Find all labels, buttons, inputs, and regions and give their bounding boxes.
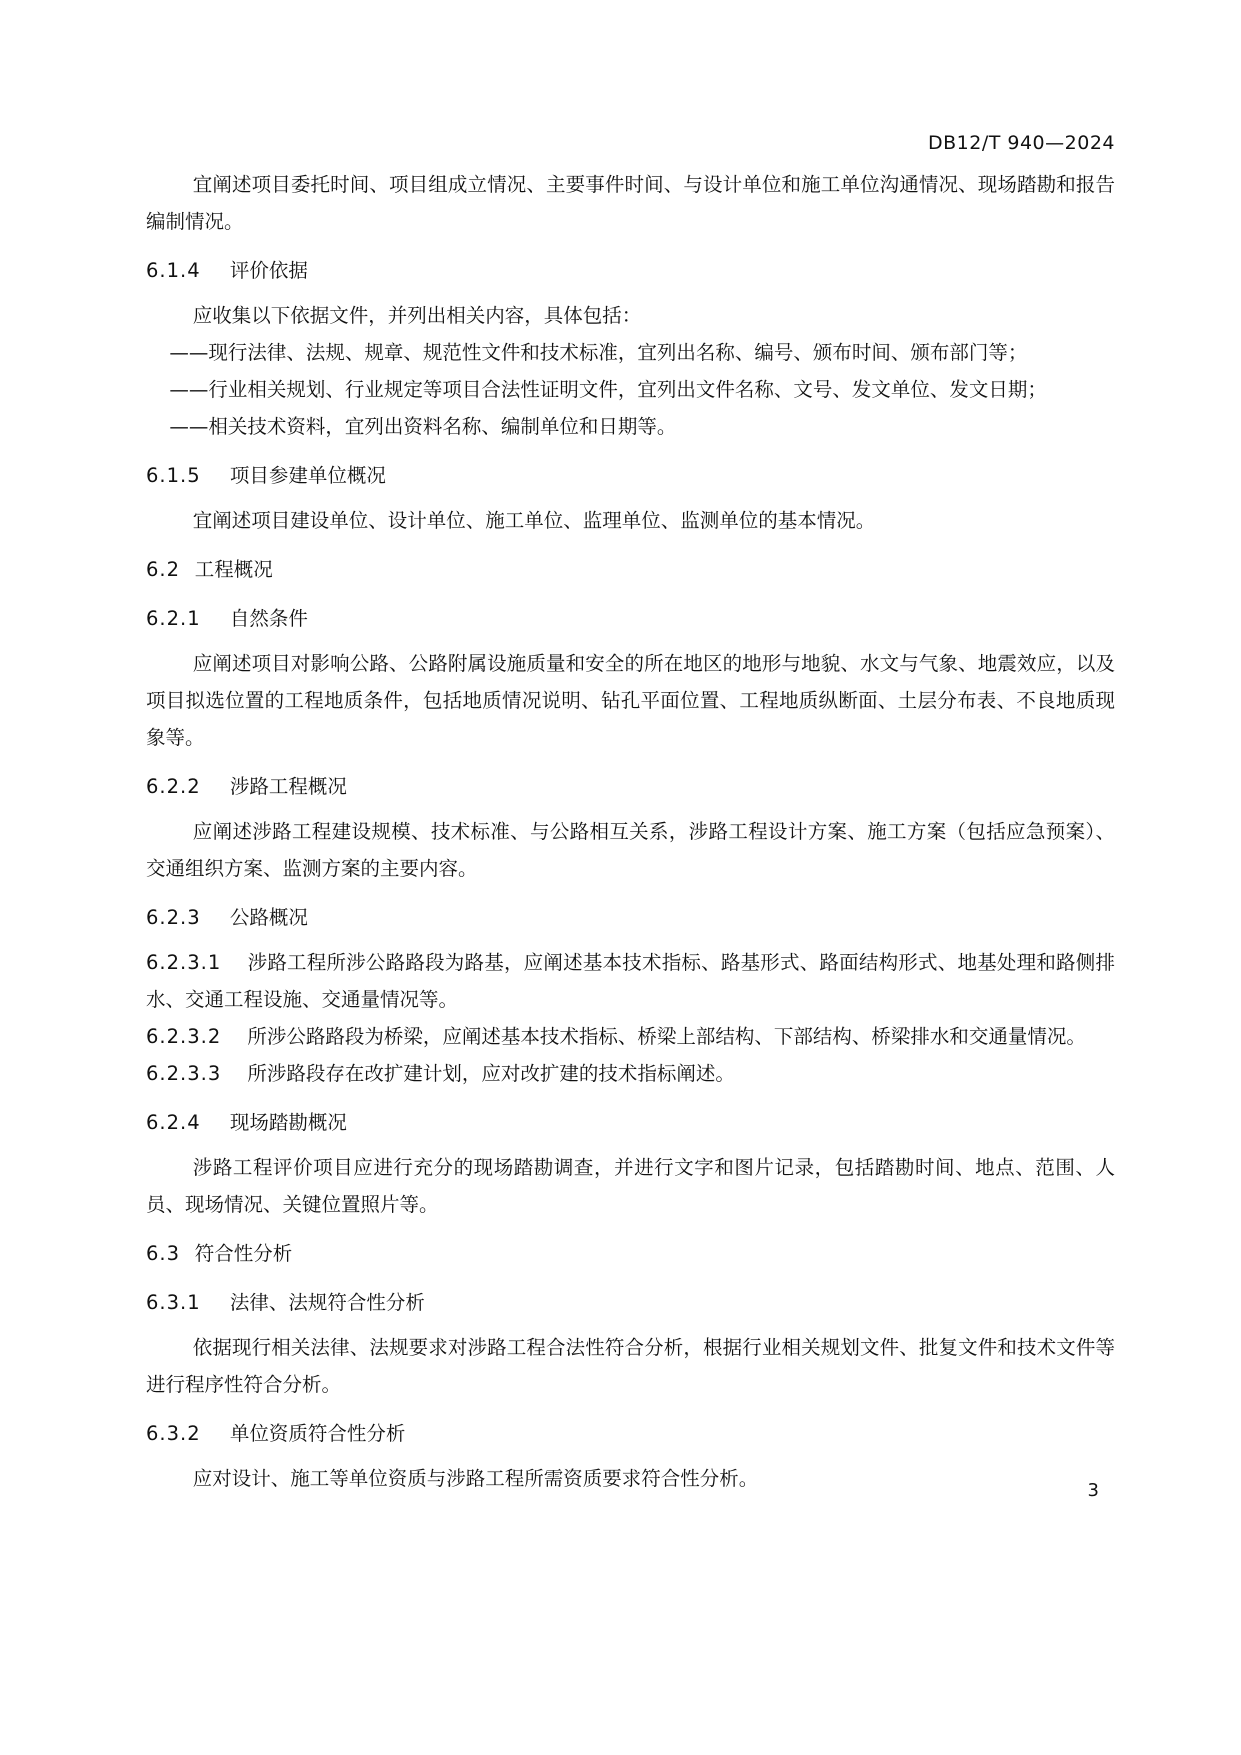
section-body-text: 依据现行相关法律、法规要求对涉路工程合法性符合分析，根据行业相关规划文件、批复文件和技术文件等进行程序性符合分析。 <box>146 1336 1115 1396</box>
section-heading-6-2 <box>146 551 1115 588</box>
section-title: 符合性分析 <box>194 1242 293 1265</box>
clause-text: 所涉公路路段为桥梁，应阐述基本技术指标、桥梁上部结构、下部结构、桥梁排水和交通量情况。 <box>247 1025 1086 1048</box>
clause-text: 所涉路段存在改扩建计划，应对改扩建的技术指标阐述。 <box>247 1062 735 1085</box>
section-title: 自然条件 <box>229 607 308 630</box>
clause-6-2-3-2 <box>146 1018 1115 1055</box>
section-heading-6-3 <box>146 1235 1115 1272</box>
list-item: ——相关技术资料，宜列出资料名称、编制单位和日期等。 <box>169 415 677 438</box>
section-title: 工程概况 <box>194 558 273 581</box>
section-heading-6-2-3 <box>146 899 1115 936</box>
section-body-text: 应对设计、施工等单位资质与涉路工程所需资质要求符合性分析。 <box>192 1467 759 1490</box>
section-body-text: 应阐述涉路工程建设规模、技术标准、与公路相互关系，涉路工程设计方案、施工方案（包括应急预案）、交通组织方案、监测方案的主要内容。 <box>146 820 1115 880</box>
clause-6-2-3-3 <box>146 1055 1115 1092</box>
section-heading-6-1-4 <box>146 252 1115 289</box>
section-title: 法律、法规符合性分析 <box>229 1291 425 1314</box>
section-number: 6.2.1 <box>146 607 201 630</box>
section-body-text: 涉路工程评价项目应进行充分的现场踏勘调查，并进行文字和图片记录，包括踏勘时间、地点、范围、人员、现场情况、关键位置照片等。 <box>146 1156 1115 1216</box>
page-content <box>146 166 1115 1497</box>
section-heading-6-1-5 <box>146 457 1115 494</box>
list-item: ——现行法律、法规、规章、规范性文件和技术标准，宜列出名称、编号、颁布时间、颁布部门等； <box>169 341 1028 364</box>
clause-number: 6.2.3.2 <box>146 1025 222 1048</box>
section-heading-6-3-1 <box>146 1284 1115 1321</box>
section-number: 6.2 <box>146 558 181 581</box>
evaluation-basis-list <box>146 334 1115 445</box>
section-title: 单位资质符合性分析 <box>229 1422 406 1445</box>
section-number: 6.3.1 <box>146 1291 201 1314</box>
section-body-text: 应阐述项目对影响公路、公路附属设施质量和安全的所在地区的地形与地貌、水文与气象、地震效应，以及项目拟选位置的工程地质条件，包括地质情况说明、钻孔平面位置、工程地质纵断面、土层分布表、不良地质现象等。 <box>146 652 1115 749</box>
section-heading-6-2-1 <box>146 600 1115 637</box>
section-title: 项目参建单位概况 <box>229 464 386 487</box>
section-title: 涉路工程概况 <box>229 775 347 798</box>
clause-number: 6.2.3.3 <box>146 1062 222 1085</box>
section-heading-6-3-2 <box>146 1415 1115 1452</box>
page-number: 3 <box>1087 1480 1099 1501</box>
section-number: 6.1.4 <box>146 259 201 282</box>
list-item: ——行业相关规划、行业规定等项目合法性证明文件，宜列出文件名称、文号、发文单位、发文日期； <box>169 378 1047 401</box>
section-number: 6.3 <box>146 1242 181 1265</box>
section-number: 6.1.5 <box>146 464 201 487</box>
clause-number: 6.2.3.1 <box>146 951 222 974</box>
section-title: 评价依据 <box>229 259 308 282</box>
section-heading-6-2-2 <box>146 768 1115 805</box>
clause-text: 涉路工程所涉公路路段为路基，应阐述基本技术指标、路基形式、路面结构形式、地基处理和路侧排水、交通工程设施、交通量情况等。 <box>146 951 1115 1011</box>
section-number: 6.2.2 <box>146 775 201 798</box>
section-number: 6.2.3 <box>146 906 201 929</box>
section-body-text: 宜阐述项目建设单位、设计单位、施工单位、监理单位、监测单位的基本情况。 <box>192 509 876 532</box>
section-heading-6-2-4 <box>146 1104 1115 1141</box>
section-title: 公路概况 <box>229 906 308 929</box>
section-lead-text: 应收集以下依据文件，并列出相关内容，具体包括： <box>192 304 642 327</box>
section-title: 现场踏勘概况 <box>229 1111 347 1134</box>
section-number: 6.2.4 <box>146 1111 201 1134</box>
document-code: DB12/T 940—2024 <box>927 132 1115 154</box>
intro-paragraph: 宜阐述项目委托时间、项目组成立情况、主要事件时间、与设计单位和施工单位沟通情况、现场踏勘和报告编制情况。 <box>146 173 1115 233</box>
clause-6-2-3-1 <box>146 944 1115 1018</box>
section-number: 6.3.2 <box>146 1422 201 1445</box>
